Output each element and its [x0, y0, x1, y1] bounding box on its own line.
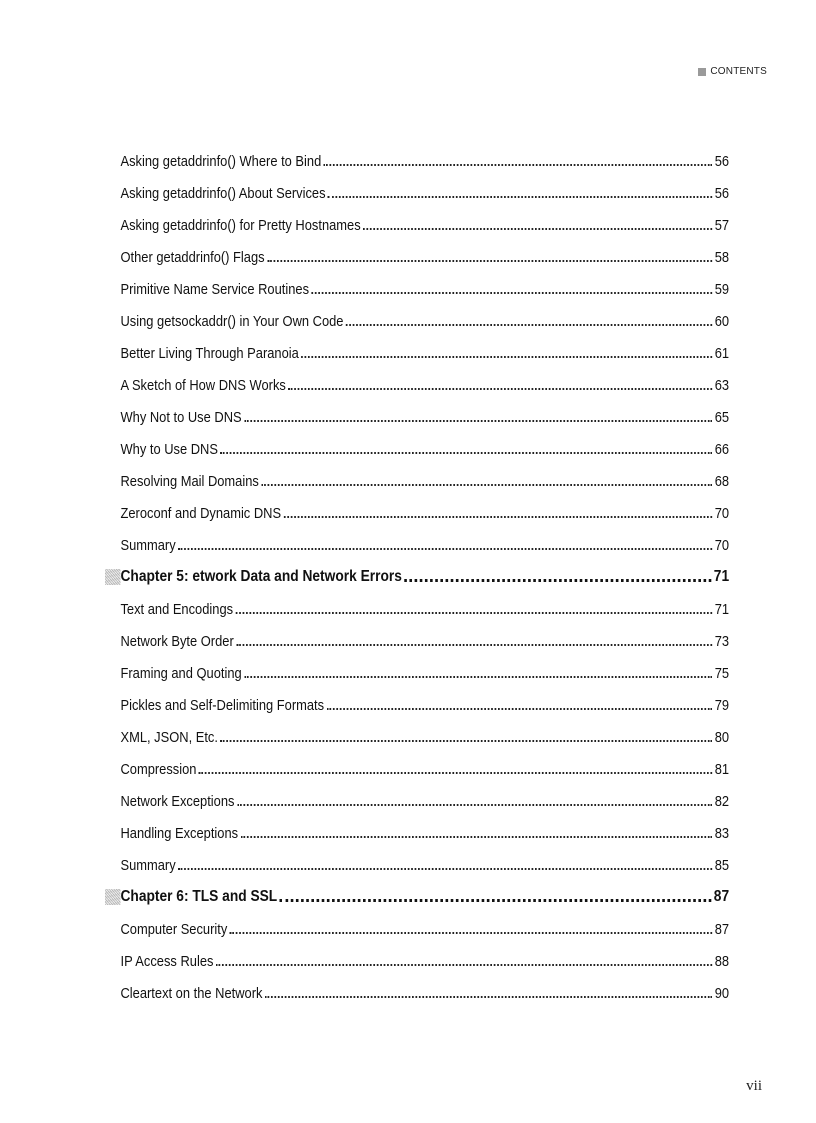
dot-leader — [328, 196, 712, 198]
chapter-marker-icon — [105, 569, 120, 585]
indent-spacer — [105, 473, 120, 489]
dot-leader — [267, 260, 712, 262]
dot-leader — [280, 899, 711, 902]
toc-entry — [105, 978, 729, 1010]
toc-entry-title: Better Living Through Paranoia — [120, 345, 299, 362]
dot-leader — [236, 612, 713, 614]
toc-entry-page: 88 — [714, 953, 730, 970]
dot-leader — [230, 932, 712, 934]
toc-entry-page: 56 — [714, 153, 730, 170]
indent-spacer — [105, 825, 120, 841]
toc-entry-page: 83 — [714, 825, 730, 842]
chapter-marker-icon — [105, 889, 120, 905]
dot-leader — [288, 388, 712, 390]
toc-entry — [105, 274, 729, 306]
indent-spacer — [105, 185, 120, 201]
toc-entry-page: 80 — [714, 729, 730, 746]
indent-spacer — [105, 761, 120, 777]
toc-entry-title: Asking getaddrinfo() Where to Bind — [120, 153, 322, 170]
toc-entry — [105, 754, 729, 786]
toc-entry-title: Other getaddrinfo() Flags — [120, 249, 265, 266]
indent-spacer — [105, 793, 120, 809]
running-head-label: CONTENTS — [710, 66, 767, 77]
toc-entry-title: Zeroconf and Dynamic DNS — [120, 505, 282, 522]
dot-leader — [244, 420, 712, 422]
toc-entry — [105, 818, 729, 850]
indent-spacer — [105, 665, 120, 681]
toc-entry — [105, 242, 729, 274]
dot-leader — [237, 804, 712, 806]
indent-spacer — [105, 729, 120, 745]
dot-leader — [221, 740, 713, 742]
indent-spacer — [105, 409, 120, 425]
dot-leader — [178, 868, 712, 870]
dot-leader — [178, 548, 712, 550]
toc-entry-page: 57 — [714, 217, 730, 234]
toc-entry-page: 71 — [714, 601, 730, 618]
toc-entry-title: Cleartext on the Network — [120, 985, 263, 1002]
dot-leader — [241, 836, 712, 838]
indent-spacer — [105, 633, 120, 649]
toc-entry — [105, 946, 729, 978]
toc-entry — [105, 466, 729, 498]
indent-spacer — [105, 249, 120, 265]
toc-entry-page: 87 — [713, 888, 730, 905]
toc-entry — [105, 210, 729, 242]
toc-entry — [105, 370, 729, 402]
table-of-contents — [105, 146, 729, 1010]
toc-entry-page: 58 — [714, 249, 730, 266]
running-head — [698, 66, 767, 77]
indent-spacer — [105, 281, 120, 297]
toc-entry-title: Text and Encodings — [120, 601, 234, 618]
toc-entry-title: Resolving Mail Domains — [120, 473, 259, 490]
toc-entry-title: Asking getaddrinfo() for Pretty Hostnames — [120, 217, 361, 234]
toc-entry-page: 56 — [714, 185, 730, 202]
toc-entry-page: 71 — [713, 568, 730, 585]
indent-spacer — [105, 217, 120, 233]
toc-entry-page: 73 — [714, 633, 730, 650]
toc-chapter-entry — [105, 882, 729, 914]
toc-entry-page: 81 — [714, 761, 730, 778]
toc-entry-page: 65 — [714, 409, 730, 426]
toc-entry — [105, 146, 729, 178]
toc-entry-page: 60 — [714, 313, 730, 330]
page-number: vii — [746, 1078, 762, 1094]
toc-entry — [105, 626, 729, 658]
toc-entry — [105, 306, 729, 338]
toc-entry — [105, 690, 729, 722]
dot-leader — [221, 452, 713, 454]
toc-entry — [105, 722, 729, 754]
dot-leader — [324, 164, 712, 166]
indent-spacer — [105, 601, 120, 617]
indent-spacer — [105, 345, 120, 361]
dot-leader — [346, 324, 712, 326]
toc-entry-title: Why to Use DNS — [120, 441, 218, 458]
toc-entry-title: Using getsockaddr() in Your Own Code — [120, 313, 344, 330]
toc-entry — [105, 178, 729, 210]
toc-entry-page: 79 — [714, 697, 730, 714]
dot-leader — [199, 772, 712, 774]
toc-entry-page: 66 — [714, 441, 730, 458]
indent-spacer — [105, 313, 120, 329]
toc-entry-title: Network Byte Order — [120, 633, 234, 650]
toc-entry-title: Chapter 5: etwork Data and Network Errors — [120, 568, 402, 585]
dot-leader — [284, 516, 713, 518]
toc-entry — [105, 658, 729, 690]
dot-leader — [261, 484, 712, 486]
indent-spacer — [105, 985, 120, 1001]
toc-entry-page: 70 — [714, 537, 730, 554]
dot-leader — [312, 292, 713, 294]
toc-entry-page: 75 — [714, 665, 730, 682]
toc-chapter-entry — [105, 562, 729, 594]
toc-entry-page: 68 — [714, 473, 730, 490]
toc-entry-title: Summary — [120, 857, 176, 874]
indent-spacer — [105, 153, 120, 169]
toc-entry-title: Asking getaddrinfo() About Services — [120, 185, 326, 202]
dot-leader — [236, 644, 712, 646]
dot-leader — [327, 708, 713, 710]
toc-entry-page: 70 — [714, 505, 730, 522]
toc-entry-title: Summary — [120, 537, 176, 554]
toc-entry — [105, 338, 729, 370]
toc-entry — [105, 914, 729, 946]
dot-leader — [265, 996, 712, 998]
toc-entry-page: 59 — [714, 281, 730, 298]
indent-spacer — [105, 537, 120, 553]
toc-entry-title: Why Not to Use DNS — [120, 409, 242, 426]
toc-entry-title: A Sketch of How DNS Works — [120, 377, 286, 394]
dot-leader — [363, 228, 712, 230]
toc-entry — [105, 786, 729, 818]
toc-entry — [105, 498, 729, 530]
toc-entry-page: 61 — [714, 345, 730, 362]
toc-entry-title: Chapter 6: TLS and SSL — [120, 888, 278, 905]
toc-entry-page: 85 — [714, 857, 730, 874]
indent-spacer — [105, 697, 120, 713]
toc-entry — [105, 434, 729, 466]
toc-entry — [105, 402, 729, 434]
toc-entry-title: Network Exceptions — [120, 793, 235, 810]
dot-leader — [301, 356, 712, 358]
toc-entry-page: 90 — [714, 985, 730, 1002]
indent-spacer — [105, 505, 120, 521]
indent-spacer — [105, 441, 120, 457]
toc-entry-page: 82 — [714, 793, 730, 810]
indent-spacer — [105, 857, 120, 873]
toc-entry — [105, 530, 729, 562]
toc-entry — [105, 594, 729, 626]
toc-entry-title: XML, JSON, Etc. — [120, 729, 218, 746]
toc-entry-page: 87 — [714, 921, 730, 938]
dot-leader — [216, 964, 712, 966]
toc-entry — [105, 850, 729, 882]
dot-leader — [244, 676, 712, 678]
toc-entry-title: Handling Exceptions — [120, 825, 239, 842]
toc-entry-title: Pickles and Self-Delimiting Formats — [120, 697, 325, 714]
toc-entry-title: Framing and Quoting — [120, 665, 242, 682]
toc-entry-title: Compression — [120, 761, 197, 778]
indent-spacer — [105, 377, 120, 393]
indent-spacer — [105, 921, 120, 937]
indent-spacer — [105, 953, 120, 969]
dot-leader — [404, 579, 711, 582]
toc-entry-page: 63 — [714, 377, 730, 394]
toc-entry-title: Primitive Name Service Routines — [120, 281, 310, 298]
square-bullet-icon — [698, 68, 706, 76]
toc-entry-title: Computer Security — [120, 921, 228, 938]
toc-entry-title: IP Access Rules — [120, 953, 214, 970]
